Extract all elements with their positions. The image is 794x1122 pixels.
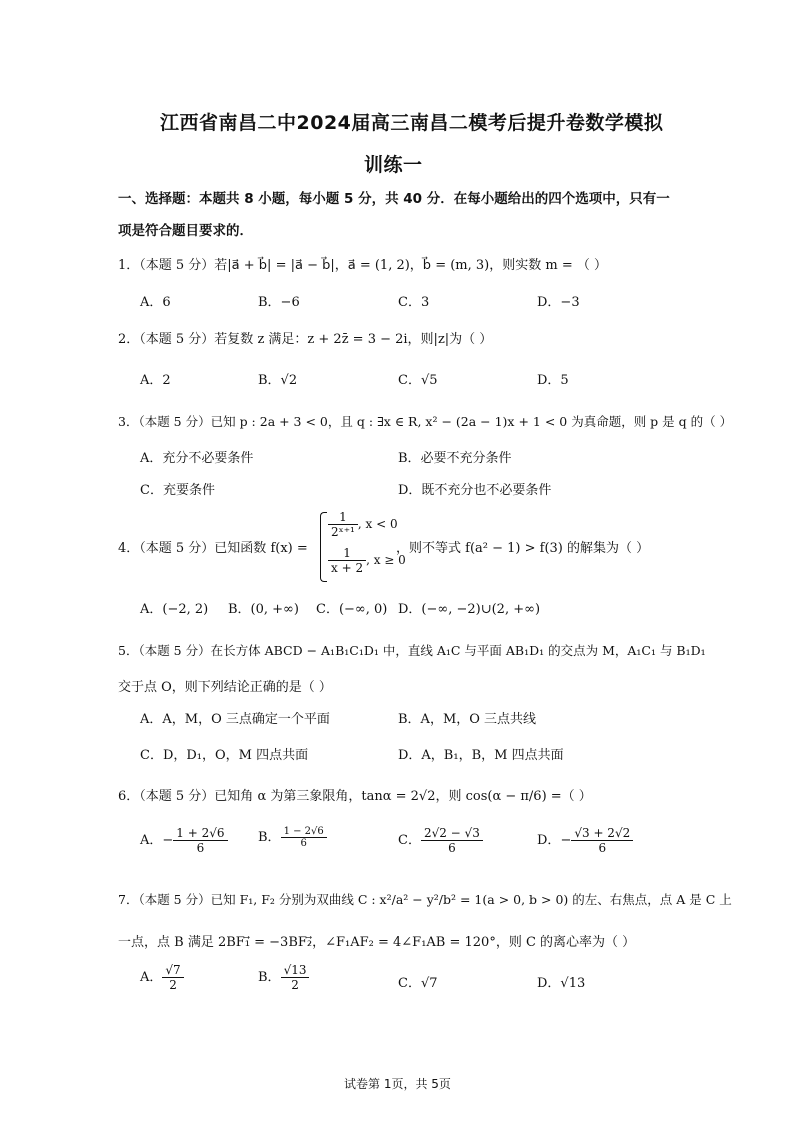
question-5-option-c: C．D，D₁，O，M 四点共面 — [140, 748, 309, 763]
option-a-label: A． — [140, 970, 163, 985]
question-1-option-d: D．−3 — [537, 295, 580, 310]
question-6-option-a — [140, 826, 228, 855]
option-d-sign: − — [560, 833, 572, 848]
question-2-option-c: C．√5 — [398, 373, 438, 388]
case-1-condition: , x < 0 — [357, 517, 398, 531]
case-2-numerator: 1 — [328, 546, 366, 561]
option-c-label: C． — [398, 833, 421, 848]
option-c-numerator: 2√2 − √3 — [421, 826, 483, 841]
question-3-option-a: A．充分不必要条件 — [140, 451, 254, 466]
option-b-denominator: 6 — [300, 838, 307, 849]
question-7-option-d: D．√13 — [537, 976, 586, 991]
question-1-text: 1．（本题 5 分）若|a⃗ + b⃗| = |a⃗ − b⃗|，a⃗ = (1, 2)，b⃗ = (m, 3)，则实数 m = （ ） — [118, 258, 607, 273]
question-2-text: 2．（本题 5 分）若复数 z 满足：z + 2z̄ = 3 − 2i，则|z|为（ ） — [118, 332, 493, 347]
case-1-numerator: 1 — [328, 510, 358, 525]
question-5-option-b: B．A，M，O 三点共线 — [398, 712, 537, 727]
question-1-option-b: B．−6 — [258, 295, 300, 310]
option-a-sign: − — [162, 833, 174, 848]
page-title-line1: 江西省南昌二中2024届高三南昌二模考后提升卷数学模拟 — [160, 112, 664, 134]
question-5-line1: 5．（本题 5 分）在长方体 ABCD − A₁B₁C₁D₁ 中，直线 A₁C 与平面 AB₁D₁ 的交点为 M，A₁C₁ 与 B₁D₁ — [118, 643, 706, 658]
piecewise-case-1 — [328, 510, 398, 539]
option-b-numerator: 1 − 2√6 — [281, 826, 327, 838]
option-b-denominator: 2 — [291, 978, 299, 992]
question-3-option-b: B．必要不充分条件 — [398, 451, 512, 466]
question-6-option-c — [398, 826, 483, 855]
option-a-numerator: 1 + 2√6 — [173, 826, 227, 841]
question-7-option-a — [140, 963, 184, 992]
question-2-option-b: B．√2 — [258, 373, 298, 388]
option-d-denominator: 6 — [598, 841, 607, 855]
question-6-option-b — [258, 826, 327, 849]
option-a-numerator: √7 — [162, 963, 183, 978]
question-5-option-a: A．A，M，O 三点确定一个平面 — [140, 712, 330, 727]
section-heading-line1: 一、选择题：本题共 8 小题，每小题 5 分，共 40 分．在每小题给出的四个选项中，只有一 — [118, 191, 670, 207]
question-7-line2: 一点，点 B 满足 2BF₁⃗ = −3BF₂⃗，∠F₁AF₂ = 4∠F₁AB = 120°，则 C 的离心率为（ ） — [118, 935, 636, 950]
question-6-text: 6．（本题 5 分）已知角 α 为第三象限角，tanα = 2√2，则 cos(α − π/6) =（ ） — [118, 789, 592, 804]
question-7-option-b — [258, 963, 309, 992]
question-4-prefix: 4．（本题 5 分）已知函数 f(x) = — [118, 541, 308, 556]
question-4-option-c: C．(−∞, 0) — [316, 602, 388, 617]
option-b-label: B． — [258, 830, 281, 845]
question-7-option-c: C．√7 — [398, 976, 438, 991]
option-b-numerator: √13 — [281, 963, 310, 978]
option-c-denominator: 6 — [448, 841, 456, 855]
question-3-text: 3．（本题 5 分）已知 p : 2a + 3 < 0，且 q : ∃x ∈ R, x² − (2a − 1)x + 1 < 0 为真命题，则 p 是 q 的（ ） — [118, 414, 733, 429]
option-a-denominator: 2 — [169, 978, 177, 992]
question-4-option-d: D．(−∞, −2)∪(2, +∞) — [398, 602, 541, 617]
question-7-line1: 7．（本题 5 分）已知 F₁, F₂ 分别为双曲线 C : x²/a² − y²/b² = 1(a > 0, b > 0) 的左、右焦点，点 A 是 C 上 — [118, 892, 732, 907]
case-2-denominator: x + 2 — [331, 561, 364, 575]
question-4-option-a: A．(−2, 2) — [140, 602, 209, 617]
piecewise-brace — [320, 512, 327, 582]
question-4-option-b: B．(0, +∞) — [228, 602, 299, 617]
question-6-option-d — [537, 826, 633, 855]
case-2-condition: , x ≥ 0 — [366, 553, 406, 567]
page-footer: 试卷第 1页，共 5页 — [344, 1077, 451, 1091]
option-b-label: B． — [258, 970, 281, 985]
piecewise-case-2 — [328, 546, 406, 575]
section-heading-line2: 项是符合题目要求的． — [118, 223, 253, 239]
question-2-option-d: D．5 — [537, 373, 569, 388]
question-1-option-a: A．6 — [140, 295, 171, 310]
question-5-option-d: D．A，B₁，B，M 四点共面 — [398, 748, 564, 763]
question-1-option-c: C．3 — [398, 295, 430, 310]
option-d-label: D． — [537, 833, 561, 848]
question-4-suffix: ，则不等式 f(a² − 1) > f(3) 的解集为（ ） — [396, 541, 650, 556]
option-d-numerator: √3 + 2√2 — [571, 826, 633, 841]
question-3-option-d: D．既不充分也不必要条件 — [398, 483, 552, 498]
page-title-line2: 训练一 — [364, 154, 423, 176]
question-3-option-c: C．充要条件 — [140, 483, 215, 498]
question-5-line2: 交于点 O，则下列结论正确的是（ ） — [118, 680, 332, 695]
option-a-label: A． — [140, 833, 163, 848]
option-a-denominator: 6 — [196, 841, 205, 855]
case-1-denominator: 2ˣ⁺¹ — [331, 525, 355, 539]
question-2-option-a: A．2 — [140, 373, 171, 388]
